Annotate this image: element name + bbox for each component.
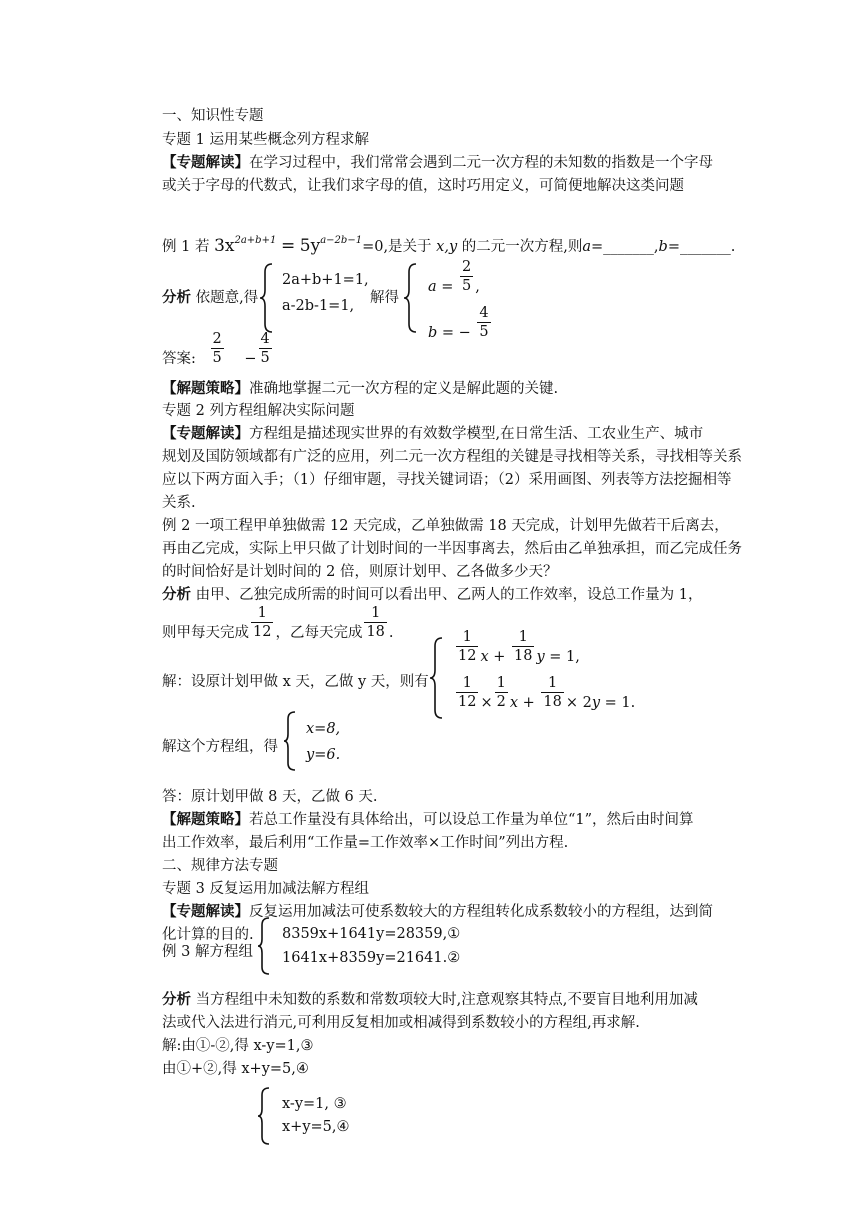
var-y: y — [591, 694, 601, 711]
denominator: 5 — [260, 350, 270, 366]
example-2-line-1: 例 2 一项工程甲单独做需 12 天完成，乙单独做需 18 天完成，计划甲先做若干后离去， — [162, 518, 729, 534]
fraction — [495, 674, 508, 711]
analysis-text: 依题意,得 — [195, 290, 259, 306]
topic-3-reading-cont: 化计算的目的. — [162, 927, 254, 943]
plus: + — [493, 648, 506, 665]
example-1-label: 例 1 若 — [162, 239, 210, 255]
rate-text-2: ，乙每天完成 — [275, 624, 363, 641]
var-a: a — [582, 239, 592, 255]
numerator: 1 — [456, 674, 478, 693]
solve-label: 解得 — [370, 290, 399, 306]
denominator: 18 — [543, 694, 562, 710]
denominator: 18 — [366, 624, 385, 640]
strategy-tag: 【解题策略】 — [162, 811, 249, 828]
system-4-equation-1: x-y=1, ③ — [282, 1096, 347, 1112]
plus: + — [522, 694, 535, 711]
denominator: 5 — [462, 278, 472, 294]
system-equation-2 — [454, 674, 635, 711]
example-1-tail: =0,是关于 — [362, 239, 432, 255]
left-brace-icon — [258, 262, 276, 334]
var-x: x — [509, 694, 519, 711]
strategy-1 — [162, 379, 558, 399]
answer-2: 答：原计划甲做 8 天，乙做 6 天. — [162, 789, 378, 805]
numerator: 1 — [512, 628, 534, 647]
analysis-3-cont: 法或代入法进行消元,可利用反复相加或相减得到系数较小的方程组,再求解. — [162, 1015, 640, 1031]
strategy-2 — [162, 810, 694, 830]
topic-2-reading-4: 关系. — [162, 495, 196, 511]
example-2-line-2: 再由乙完成，实际上甲只做了计划时间的一半因事离去，然后由乙单独承担，而乙完成任务 — [162, 541, 742, 557]
minus-sign: − — [244, 350, 257, 367]
fraction — [541, 674, 563, 711]
system-4-equation-2: x+y=5,④ — [282, 1119, 350, 1135]
reading-text: 方程组是描述现实世界的有效数学模型,在日常生活、工农业生产、城市 — [249, 426, 704, 442]
reading-text: 反复运用加减法可使系数较大的方程组转化成系数较小的方程组，达到简 — [249, 904, 713, 920]
result-y: y=6. — [306, 747, 341, 763]
fraction — [460, 258, 473, 295]
example-1-tail2: 的二元一次方程,则 — [461, 239, 583, 255]
equation-2: a-2b-1=1, — [282, 298, 355, 314]
times: × — [480, 694, 493, 711]
solution-2b-lead: 解这个方程组，得 — [162, 739, 278, 755]
topic-2-reading-2: 规划及国防领域都有广泛的应用，列二元一次方程组的关键是寻找相等关系，寻找相等关系 — [162, 449, 742, 465]
system-equation-1 — [454, 628, 580, 665]
equals: = — [280, 236, 296, 256]
analysis-tag: 分析 — [162, 991, 191, 1008]
result-a — [428, 258, 480, 295]
numerator: 2 — [462, 259, 472, 275]
example-3-label: 例 3 解方程组 — [162, 944, 253, 960]
blank-b: =_______. — [667, 239, 736, 255]
analysis-text: 当方程组中未知数的系数和常数项较大时,注意观察其特点,不要盲目地利用加减 — [195, 992, 698, 1008]
fraction — [512, 628, 534, 665]
reading-tag: 【专题解读】 — [162, 425, 249, 442]
topic-3-title: 专题 3 反复运用加减法解方程组 — [162, 881, 369, 897]
topic-2-reading-3: 应以下两方面入手；（1）仔细审题，寻找关键词语；（2）采用画图、列表等方法挖掘相等 — [162, 472, 732, 488]
analysis-3 — [162, 990, 698, 1010]
numerator: 4 — [479, 305, 489, 321]
reading-text: 在学习过程中，我们常常会遇到二元一次方程的未知数的指数是一个字母 — [249, 155, 713, 171]
result-a-var: a = — [428, 278, 454, 295]
solution-3-line-2: 由①+②,得 x+y=5,④ — [162, 1061, 309, 1077]
equals-1: = 1, — [549, 648, 580, 665]
numerator: 2 — [212, 331, 222, 347]
topic-1-title: 专题 1 运用某些概念列方程求解 — [162, 132, 369, 148]
result-b — [428, 304, 493, 341]
denominator: 5 — [479, 324, 489, 340]
answer-1 — [162, 330, 274, 367]
var-y: y — [536, 648, 545, 665]
numerator: 1 — [364, 604, 386, 623]
analysis-2-rates — [162, 604, 394, 641]
numerator: 1 — [456, 628, 478, 647]
strategy-2-cont: 出工作效率，最后利用“工作量=工作效率×工作时间”列出方程. — [162, 835, 569, 851]
fraction — [364, 604, 386, 641]
analysis-tag: 分析 — [162, 586, 191, 603]
period: . — [388, 624, 394, 641]
var-b: b — [658, 239, 668, 255]
left-brace-icon — [256, 916, 272, 976]
term-3x: 3x — [214, 236, 235, 256]
exponent-1: 2a+b+1 — [234, 235, 277, 246]
topic-3-reading — [162, 902, 713, 922]
left-brace-icon — [282, 710, 298, 772]
term-5y: 5y — [299, 236, 321, 256]
denominator: 12 — [458, 694, 477, 710]
result-b-var: b = − — [428, 324, 471, 341]
analysis-text: 由甲、乙独完成所需的时间可以看出甲、乙两人的工作效率，设总工作量为 1， — [195, 587, 703, 603]
fraction — [456, 674, 478, 711]
topic-1-reading — [162, 153, 713, 173]
numerator: 1 — [496, 675, 506, 691]
analysis-tag: 分析 — [162, 289, 191, 306]
fraction — [251, 604, 273, 641]
fraction — [211, 330, 224, 367]
example-1 — [162, 236, 735, 259]
comma: , — [475, 278, 480, 295]
left-brace-icon — [428, 636, 446, 720]
exponent-2: a−2b−1 — [320, 235, 363, 246]
equation-1: 2a+b+1=1, — [282, 272, 369, 288]
fraction — [259, 330, 272, 367]
var-x: x — [480, 648, 489, 665]
reading-tag: 【专题解读】 — [162, 154, 249, 171]
topic-1-reading-cont: 或关于字母的代数式，让我们求字母的值，这时巧用定义，可简便地解决这类问题 — [162, 178, 684, 194]
blank-a: =_______, — [591, 239, 659, 255]
solution-3-line-1: 解:由①-②,得 x-y=1,③ — [162, 1038, 314, 1054]
topic-2-reading — [162, 424, 703, 444]
fraction — [477, 304, 490, 341]
numerator: 1 — [541, 674, 563, 693]
solution-2-lead: 解：设原计划甲做 x 天，乙做 y 天，则有 — [162, 674, 429, 690]
denominator: 18 — [514, 648, 533, 664]
section-heading-2: 二、规律方法专题 — [162, 858, 278, 874]
strategy-text: 若总工作量没有具体给出，可以设总工作量为单位“1”，然后由时间算 — [249, 812, 694, 828]
system-3-equation-2: 1641x+8359y=21641.② — [282, 950, 461, 966]
var-xy: x,y — [436, 239, 458, 255]
rate-text-1: 则甲每天完成 — [162, 624, 249, 641]
left-brace-icon — [256, 1086, 272, 1146]
times-2: × 2 — [565, 694, 592, 711]
strategy-text: 准确地掌握二元一次方程的定义是解此题的关键. — [249, 381, 559, 397]
topic-2-title: 专题 2 列方程组解决实际问题 — [162, 403, 355, 419]
example-2-line-3: 的时间恰好是计划时间的 2 倍，则原计划甲、乙各做多少天？ — [162, 564, 558, 580]
analysis-1 — [162, 288, 258, 308]
result-x: x=8, — [306, 721, 341, 737]
left-brace-icon — [402, 262, 420, 334]
section-heading-1: 一、知识性专题 — [162, 108, 264, 124]
analysis-2 — [162, 585, 702, 605]
answer-label: 答案: — [162, 350, 196, 367]
numerator: 4 — [260, 331, 270, 347]
reading-tag: 【专题解读】 — [162, 903, 249, 920]
denominator: 5 — [212, 350, 222, 366]
denominator: 12 — [253, 624, 272, 640]
numerator: 1 — [251, 604, 273, 623]
strategy-tag: 【解题策略】 — [162, 380, 249, 397]
system-3-equation-1: 8359x+1641y=28359,① — [282, 926, 461, 942]
equals-2: = 1. — [604, 694, 636, 711]
denominator: 12 — [458, 648, 477, 664]
denominator: 2 — [496, 694, 506, 710]
fraction — [456, 628, 478, 665]
